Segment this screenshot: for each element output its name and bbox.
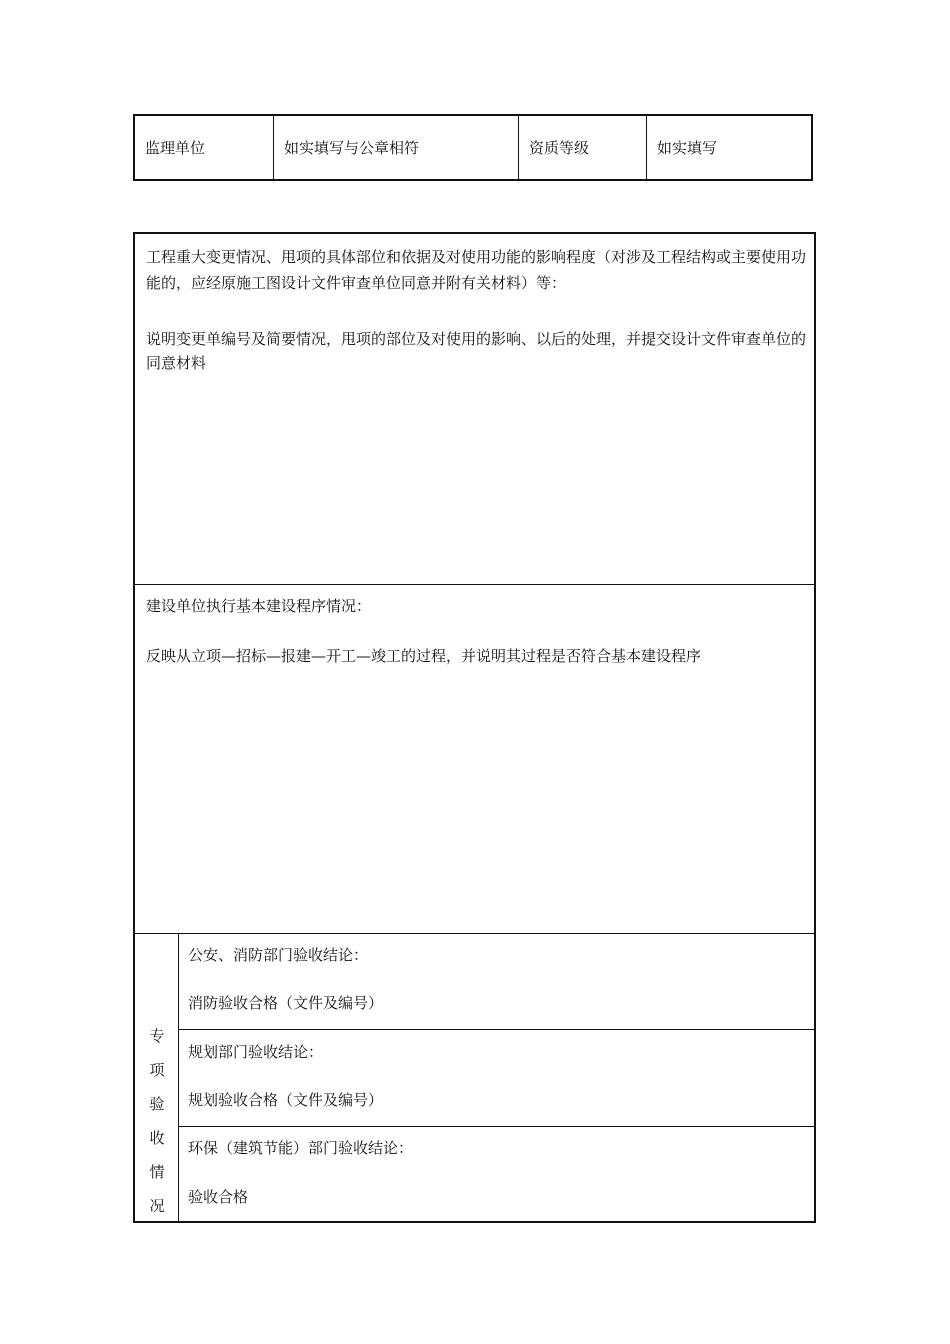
row-divider [178, 1126, 814, 1127]
section-divider [135, 584, 814, 585]
procedure-content: 反映从立项—招标—报建—开工—竣工的过程，并说明其过程是否符合基本建设程序 [146, 647, 702, 665]
label-char: 专 [149, 1027, 165, 1045]
changes-content: 说明变更单编号及简要情况，甩项的部位及对使用的影响、以后的处理，并提交设计文件审查单位的同意材料 [146, 330, 807, 372]
changes-prompt: 工程重大变更情况、甩项的具体部位和依据及对使用功能的影响程度（对涉及工程结构或主要使用功能的，应经原施工图设计文件审查单位同意并附有关材料）等： [146, 248, 807, 292]
label-char: 收 [149, 1129, 165, 1147]
label-char: 情 [149, 1163, 165, 1181]
qualification-label-cell [518, 116, 646, 179]
supervisor-value-cell [273, 116, 518, 179]
label-char: 况 [149, 1197, 165, 1215]
label-char: 项 [149, 1061, 165, 1079]
planning-acceptance-prompt: 规划部门验收结论： [188, 1043, 324, 1061]
fire-acceptance-content: 消防验收合格（文件及编号） [188, 994, 384, 1012]
supervisor-label-cell [135, 116, 273, 179]
supervisor-label: 监理单位 [145, 139, 206, 157]
section-divider [135, 933, 814, 934]
procedure-prompt: 建设单位执行基本建设程序情况： [146, 597, 372, 615]
label-char: 验 [149, 1095, 165, 1113]
supervisor-info-table [133, 114, 813, 181]
row-divider [178, 1029, 814, 1030]
qualification-value: 如实填写 [657, 139, 718, 157]
qualification-label: 资质等级 [529, 139, 590, 157]
environment-acceptance-prompt: 环保（建筑节能）部门验收结论： [188, 1139, 414, 1157]
environment-acceptance-content: 验收合格 [188, 1188, 249, 1206]
special-acceptance-label [135, 1019, 179, 1223]
project-details-table [133, 232, 816, 1223]
qualification-value-cell [646, 116, 811, 179]
planning-acceptance-content: 规划验收合格（文件及编号） [188, 1091, 384, 1109]
supervisor-value: 如实填写与公章相符 [284, 139, 420, 157]
fire-acceptance-prompt: 公安、消防部门验收结论： [188, 946, 369, 964]
